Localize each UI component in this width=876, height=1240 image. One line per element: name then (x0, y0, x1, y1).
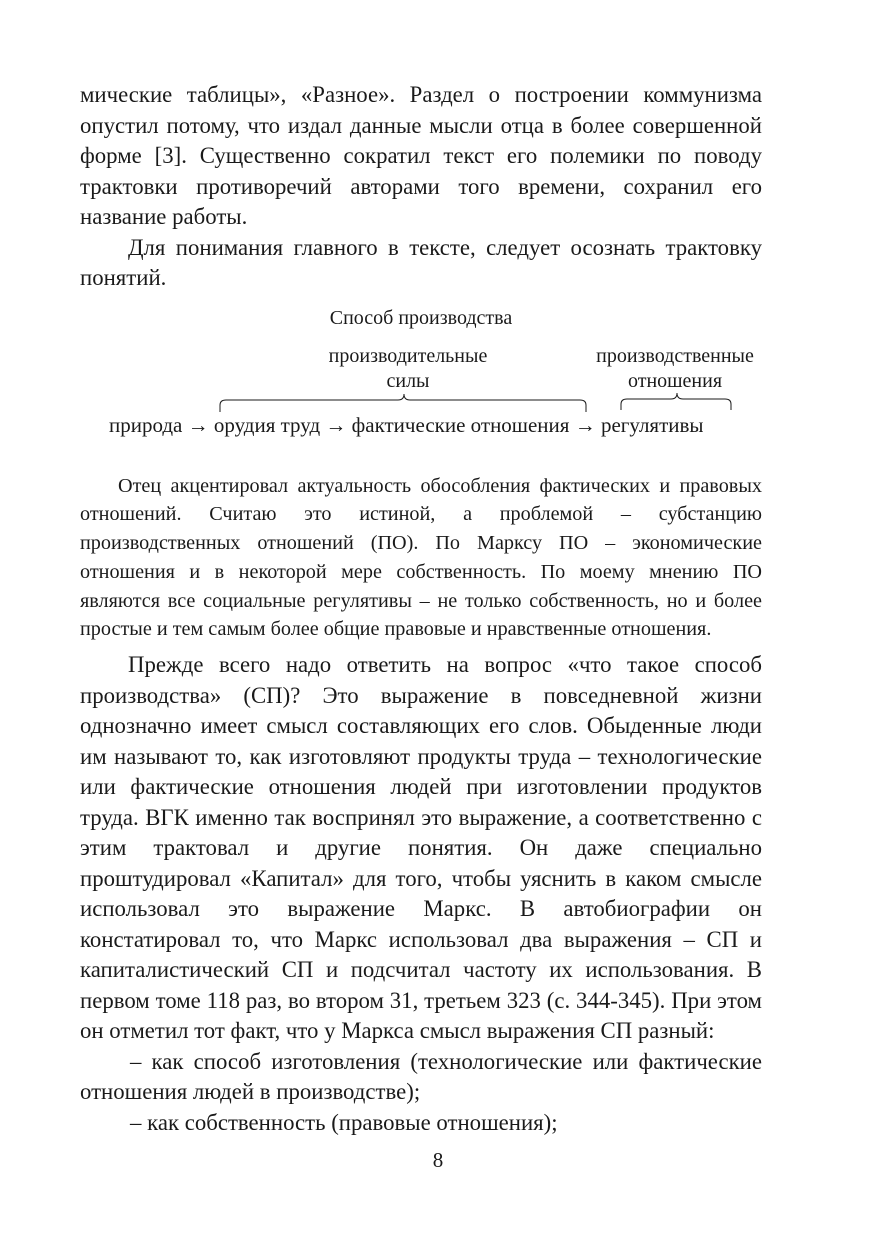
list-item: – как собственность (правовые отношения); (130, 1109, 558, 1135)
production-diagram (80, 294, 762, 472)
arrow-icon: → (574, 412, 596, 437)
brace-production-relations (621, 393, 731, 410)
label-production-relations: производственные отношения (596, 344, 754, 392)
arrow-icon: → (187, 412, 209, 437)
diagram-braces (80, 294, 762, 472)
label-productive-forces: производительные силы (328, 344, 488, 392)
chain-nature: природа (109, 412, 183, 437)
chain-factual-relations: фактические отношения (351, 412, 570, 437)
list-item: – как способ изготовления (технологические или фактические отношения людей в производстве); (80, 1048, 762, 1105)
paragraph-3: Отец акцентировал актуальность обособления фактических и правовых отношений. Считаю это истиной, а проблемой – субстанцию производственных отношений (ПО). По Марксу ПО – экономические отношения и в некоторой мере собственность. По моему мнению ПО являются все социальные регулятивы – не только собственность, но и более простые и тем самым более общие правовые и нравственные отношения. (80, 474, 762, 641)
brace-productive-forces (220, 394, 586, 412)
paragraph-1: мические таблицы», «Разное». Раздел о построении коммунизма опустил потому, что издал данные мысли отца в более совершенной форме [3]. Существенно сократил текст его полемики по поводу трактовки противоречий авторами того времени, сохранил его название работы. (80, 82, 762, 229)
diagram-title: Способ производства (329, 306, 513, 329)
chain-tools: орудия труд (213, 412, 321, 437)
document-page (80, 80, 762, 1138)
paragraph-4: Прежде всего надо ответить на вопрос «что такое способ производства» (СП)? Это выражение в повседневной жизни однозначно имеет смысл составляющих его слов. Обыденные люди им называют то, как изготовляют продукты труда – технологические или фактические отношения людей при изготовлении продуктов труда. ВГК именно так воспринял это выражение, а соответственно с этим трактовал и другие понятия. Он даже специально проштудировал «Капитал» для того, чтобы уяснить в каком смысле использовал это выражение Маркс. В автобиографии он констатировал то, что Маркс использовал два выражения – СП и капиталистический СП и подсчитал частоту их использования. В первом томе 118 раз, во втором 31, третьем 323 (с. 344-345). При этом он отметил тот факт, что у Маркса смысл выражения СП разный: (80, 652, 762, 1044)
arrow-icon: → (325, 412, 347, 437)
page-number: 8 (432, 1148, 444, 1172)
paragraph-2: Для понимания главного в тексте, следует осознать трактовку понятий. (80, 234, 762, 290)
chain-regulatives: регулятивы (600, 412, 704, 437)
diagram-chain (109, 411, 704, 439)
